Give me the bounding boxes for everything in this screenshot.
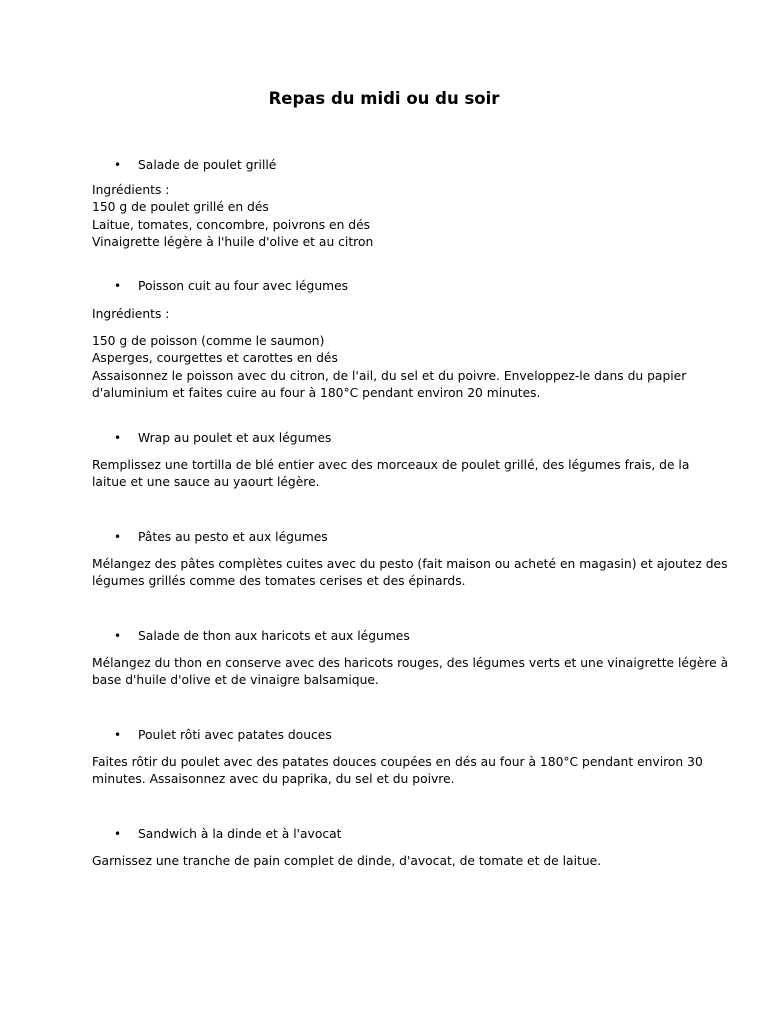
body-line: 150 g de poulet grillé en dés	[92, 200, 269, 215]
section-body-salade-poulet	[92, 182, 682, 252]
body-line: Mélangez du thon en conserve avec des haricots rouges, des légumes verts et une vinaigrette légère à	[92, 656, 729, 670]
bullet-icon: •	[114, 827, 122, 841]
section-heading-text: Salade de thon aux haricots et aux légumes	[138, 629, 410, 643]
section-body-sandwich	[92, 853, 682, 870]
section-body-poisson	[92, 333, 687, 403]
bullet-icon: •	[114, 728, 122, 742]
section-heading-text: Poulet rôti avec patates douces	[138, 728, 332, 742]
body-line: 150 g de poisson (comme le saumon)	[92, 334, 325, 348]
section-body-wrap	[92, 457, 690, 492]
body-line: légumes grillés comme des tomates cerises et des épinards.	[92, 574, 466, 589]
section-heading-text: Sandwich à la dinde et à l'avocat	[138, 827, 342, 841]
section-heading-text: Wrap au poulet et aux légumes	[138, 431, 332, 445]
bullet-icon: •	[114, 279, 122, 293]
bullet-icon: •	[114, 431, 122, 445]
body-line: Garnissez une tranche de pain complet de dinde, d'avocat, de tomate et de laitue.	[92, 854, 602, 868]
page-title: Repas du midi ou du soir	[268, 89, 500, 108]
bullet-icon: •	[114, 629, 122, 643]
body-label: Ingrédients :	[92, 307, 170, 321]
body-line: laitue et une sauce au yaourt légère.	[92, 475, 320, 490]
section-body-poulet-roti	[92, 754, 703, 789]
body-line: minutes. Assaisonnez avec du paprika, du sel et du poivre.	[92, 772, 455, 787]
section-heading-text: Pâtes au pesto et aux légumes	[138, 530, 328, 544]
body-line: d'aluminium et faites cuire au four à 180°C pendant environ 20 minutes.	[92, 386, 541, 401]
body-line: base d'huile d'olive et de vinaigre balsamique.	[92, 673, 379, 688]
body-line: Vinaigrette légère à l'huile d'olive et au citron	[92, 235, 374, 250]
body-line: Remplissez une tortilla de blé entier avec des morceaux de poulet grillé, des légumes frais, de la	[92, 458, 690, 472]
section-body-salade-thon	[92, 655, 729, 690]
body-line: Mélangez des pâtes complètes cuites avec du pesto (fait maison ou acheté en magasin) et ajoutez des	[92, 557, 728, 571]
bullet-icon: •	[114, 530, 122, 544]
section-heading-text: Poisson cuit au four avec légumes	[138, 279, 349, 293]
body-line: Ingrédients :	[92, 183, 170, 197]
section-body-pates	[92, 556, 728, 591]
body-line: Asperges, courgettes et carottes en dés	[92, 351, 338, 366]
section-heading-text: Salade de poulet grillé	[138, 158, 277, 172]
body-line: Assaisonnez le poisson avec du citron, de l'ail, du sel et du poivre. Enveloppez-le dans du papier	[92, 368, 687, 383]
bullet-icon: •	[114, 158, 122, 172]
body-line: Faites rôtir du poulet avec des patates douces coupées en dés au four à 180°C pendant environ 30	[92, 755, 703, 769]
section-label-poisson	[92, 306, 682, 323]
body-line: Laitue, tomates, concombre, poivrons en dés	[92, 217, 371, 232]
